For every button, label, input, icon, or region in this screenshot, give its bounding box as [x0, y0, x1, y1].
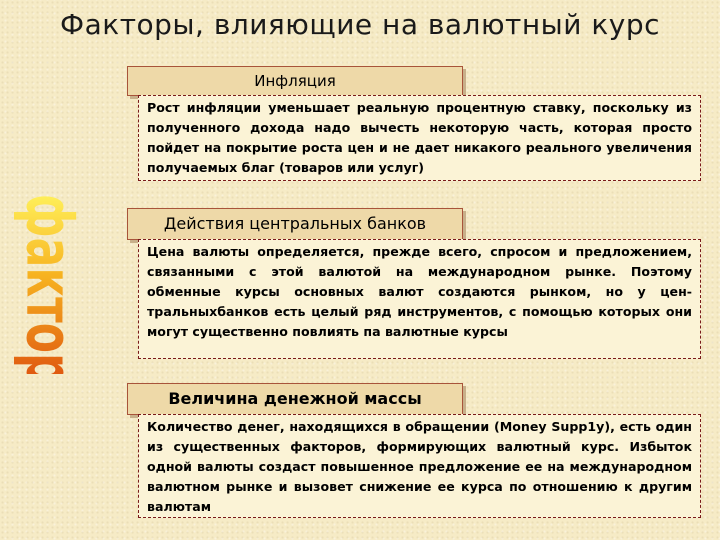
- heading-central-banks-label: Действия центральных банков: [163, 214, 427, 233]
- text-inflation: Рост инфляции уменьшает реальную процентную ставку, поскольку из полученного дохода надо вычесть некоторую часть, которая просто пойдет на покрытие роста цен и не дает никакого реального увеличения получаемых благ (товаров или услуг): [138, 95, 701, 181]
- heading-money-supply: [127, 383, 463, 415]
- text-central-banks: Цена валюты определяется, прежде всего, спросом и предложением, связанными с этой валютой на международном рынке. Поэтому обменные курсы основных валют создаются рынком, но у цен-тральныхбанков есть целый ряд инструментов, с помощью которых они могут существенно повлиять па валютные курсы: [138, 239, 701, 359]
- heading-inflation: [127, 66, 463, 96]
- side-wordart: факторы: [11, 194, 86, 425]
- text-money-supply: Количество денег, находящихся в обращении (Money Supp1y), есть один из существенных факторов, формирующих валютный курс. Избыток одной валюты создаст повышенное предложение ее на международном валютном рынке и вызовет снижение ее курса по отношению к другим валютам: [138, 414, 701, 518]
- slide-title: Факторы, влияющие на валютный курс: [60, 8, 660, 41]
- heading-inflation-label: Инфляция: [254, 72, 336, 90]
- heading-money-supply-label: Величина денежной массы: [168, 389, 422, 408]
- heading-central-banks: [127, 208, 463, 240]
